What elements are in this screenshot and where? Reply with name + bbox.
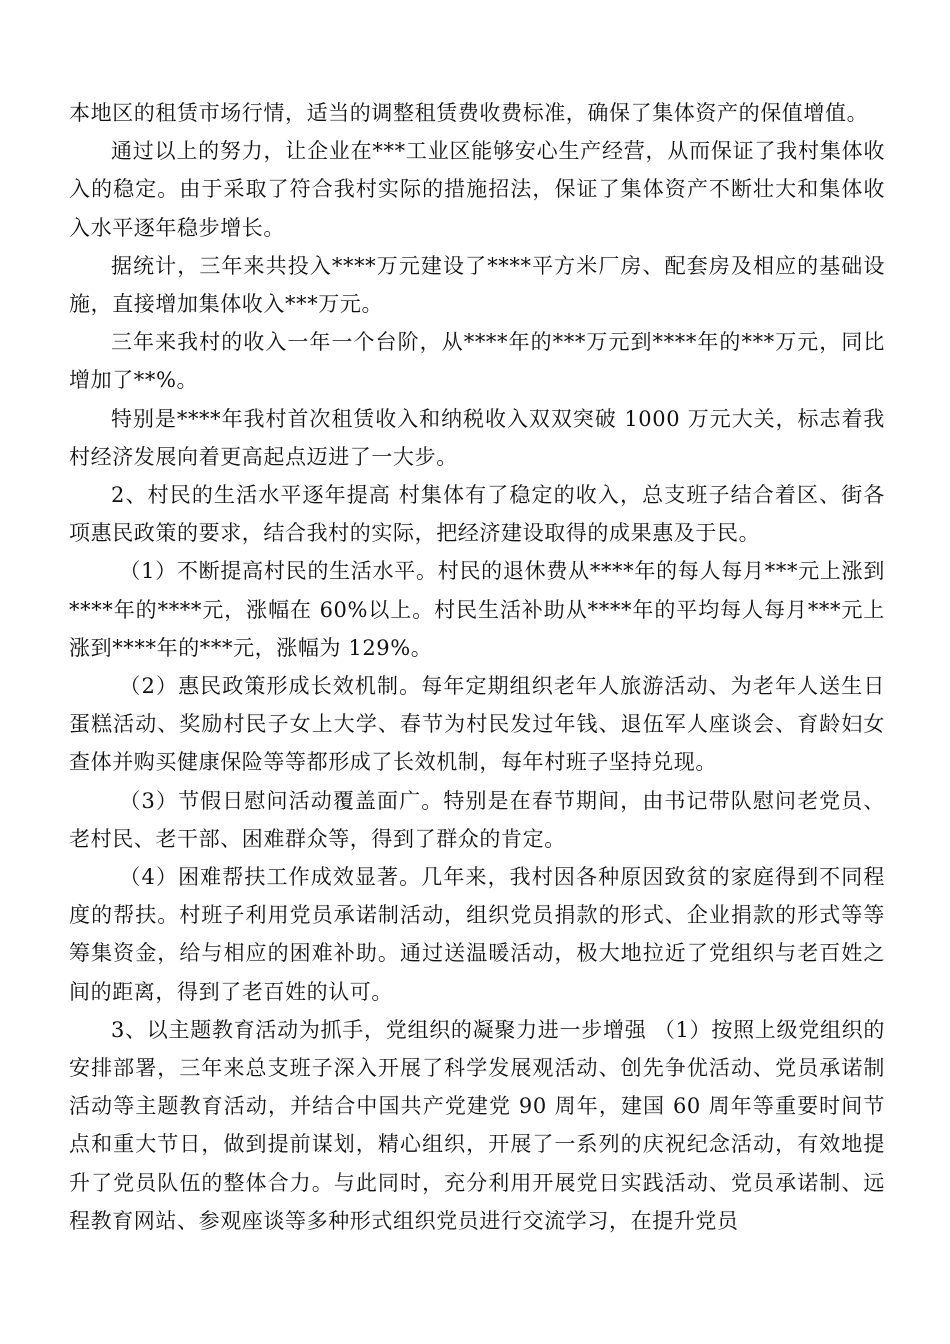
paragraph-3: 据统计，三年来共投入****万元建设了****平方米厂房、配套房及相应的基础设施，直接增加集体收入***万元。	[69, 253, 885, 317]
paragraph-10: （4）困难帮扶工作成效显著。几年来，我村因各种原因致贫的家庭得到不同程度的帮扶。村班子利用党员承诺制活动，组织党员捐款的形式、企业捐款的形式等等筹集资金，给与相应的困难补助。通过送温暖活动，极大地拉近了党组织与老百姓之间的距离，得到了老百姓的认可。	[69, 865, 885, 1004]
paragraph-11: 3、以主题教育活动为抓手，党组织的凝聚力进一步增强 （1）按照上级党组织的安排部署，三年来总支班子深入开展了科学发展观活动、创先争优活动、党员承诺制活动等主题教育活动，并结合中国共产党建党 90 周年，建国 60 周年等重要时间节点和重大节日，做到提前谋划，精心组织，开展了一系列的庆祝纪念活动，有效地提升了党员队伍的整体合力。与此同时，充分利用开展党日实践活动、党员承诺制、远程教育网站、参观座谈等多种形式组织党员进行交流学习，在提升党员	[69, 1017, 885, 1233]
paragraph-7: （1）不断提高村民的生活水平。村民的退休费从****年的每人每月***元上涨到****年的****元，涨幅在 60%以上。村民生活补助从****年的平均每人每月***元上涨到****年的***元，涨幅为 129%。	[69, 559, 885, 660]
document-body	[69, 94, 885, 1240]
paragraph-8: （2）惠民政策形成长效机制。每年定期组织老年人旅游活动、为老年人送生日蛋糕活动、奖励村民子女上大学、春节为村民发过年钱、退伍军人座谈会、育龄妇女查体并购买健康保险等等都形成了长效机制，每年村班子坚持兑现。	[69, 674, 885, 775]
paragraph-5: 特别是****年我村首次租赁收入和纳税收入双双突破 1000 万元大关，标志着我村经济发展向着更高起点迈进了一大步。	[69, 406, 885, 469]
paragraph-4: 三年来我村的收入一年一个台阶，从****年的***万元到****年的***万元，同比增加了**%。	[69, 330, 885, 393]
paragraph-2: 通过以上的努力，让企业在***工业区能够安心生产经营，从而保证了我村集体收入的稳定。由于采取了符合我村实际的措施招法，保证了集体资产不断壮大和集体收入水平逐年稳步增长。	[69, 139, 885, 240]
paragraph-9: （3）节假日慰问活动覆盖面广。特别是在春节期间，由书记带队慰问老党员、老村民、老干部、困难群众等，得到了群众的肯定。	[69, 788, 885, 851]
paragraph-1: 本地区的租赁市场行情，适当的调整租赁费收费标准，确保了集体资产的保值增值。	[69, 101, 869, 125]
paragraph-6: 2、村民的生活水平逐年提高 村集体有了稳定的收入，总支班子结合着区、街各项惠民政策的要求，结合我村的实际，把经济建设取得的成果惠及于民。	[69, 483, 885, 546]
